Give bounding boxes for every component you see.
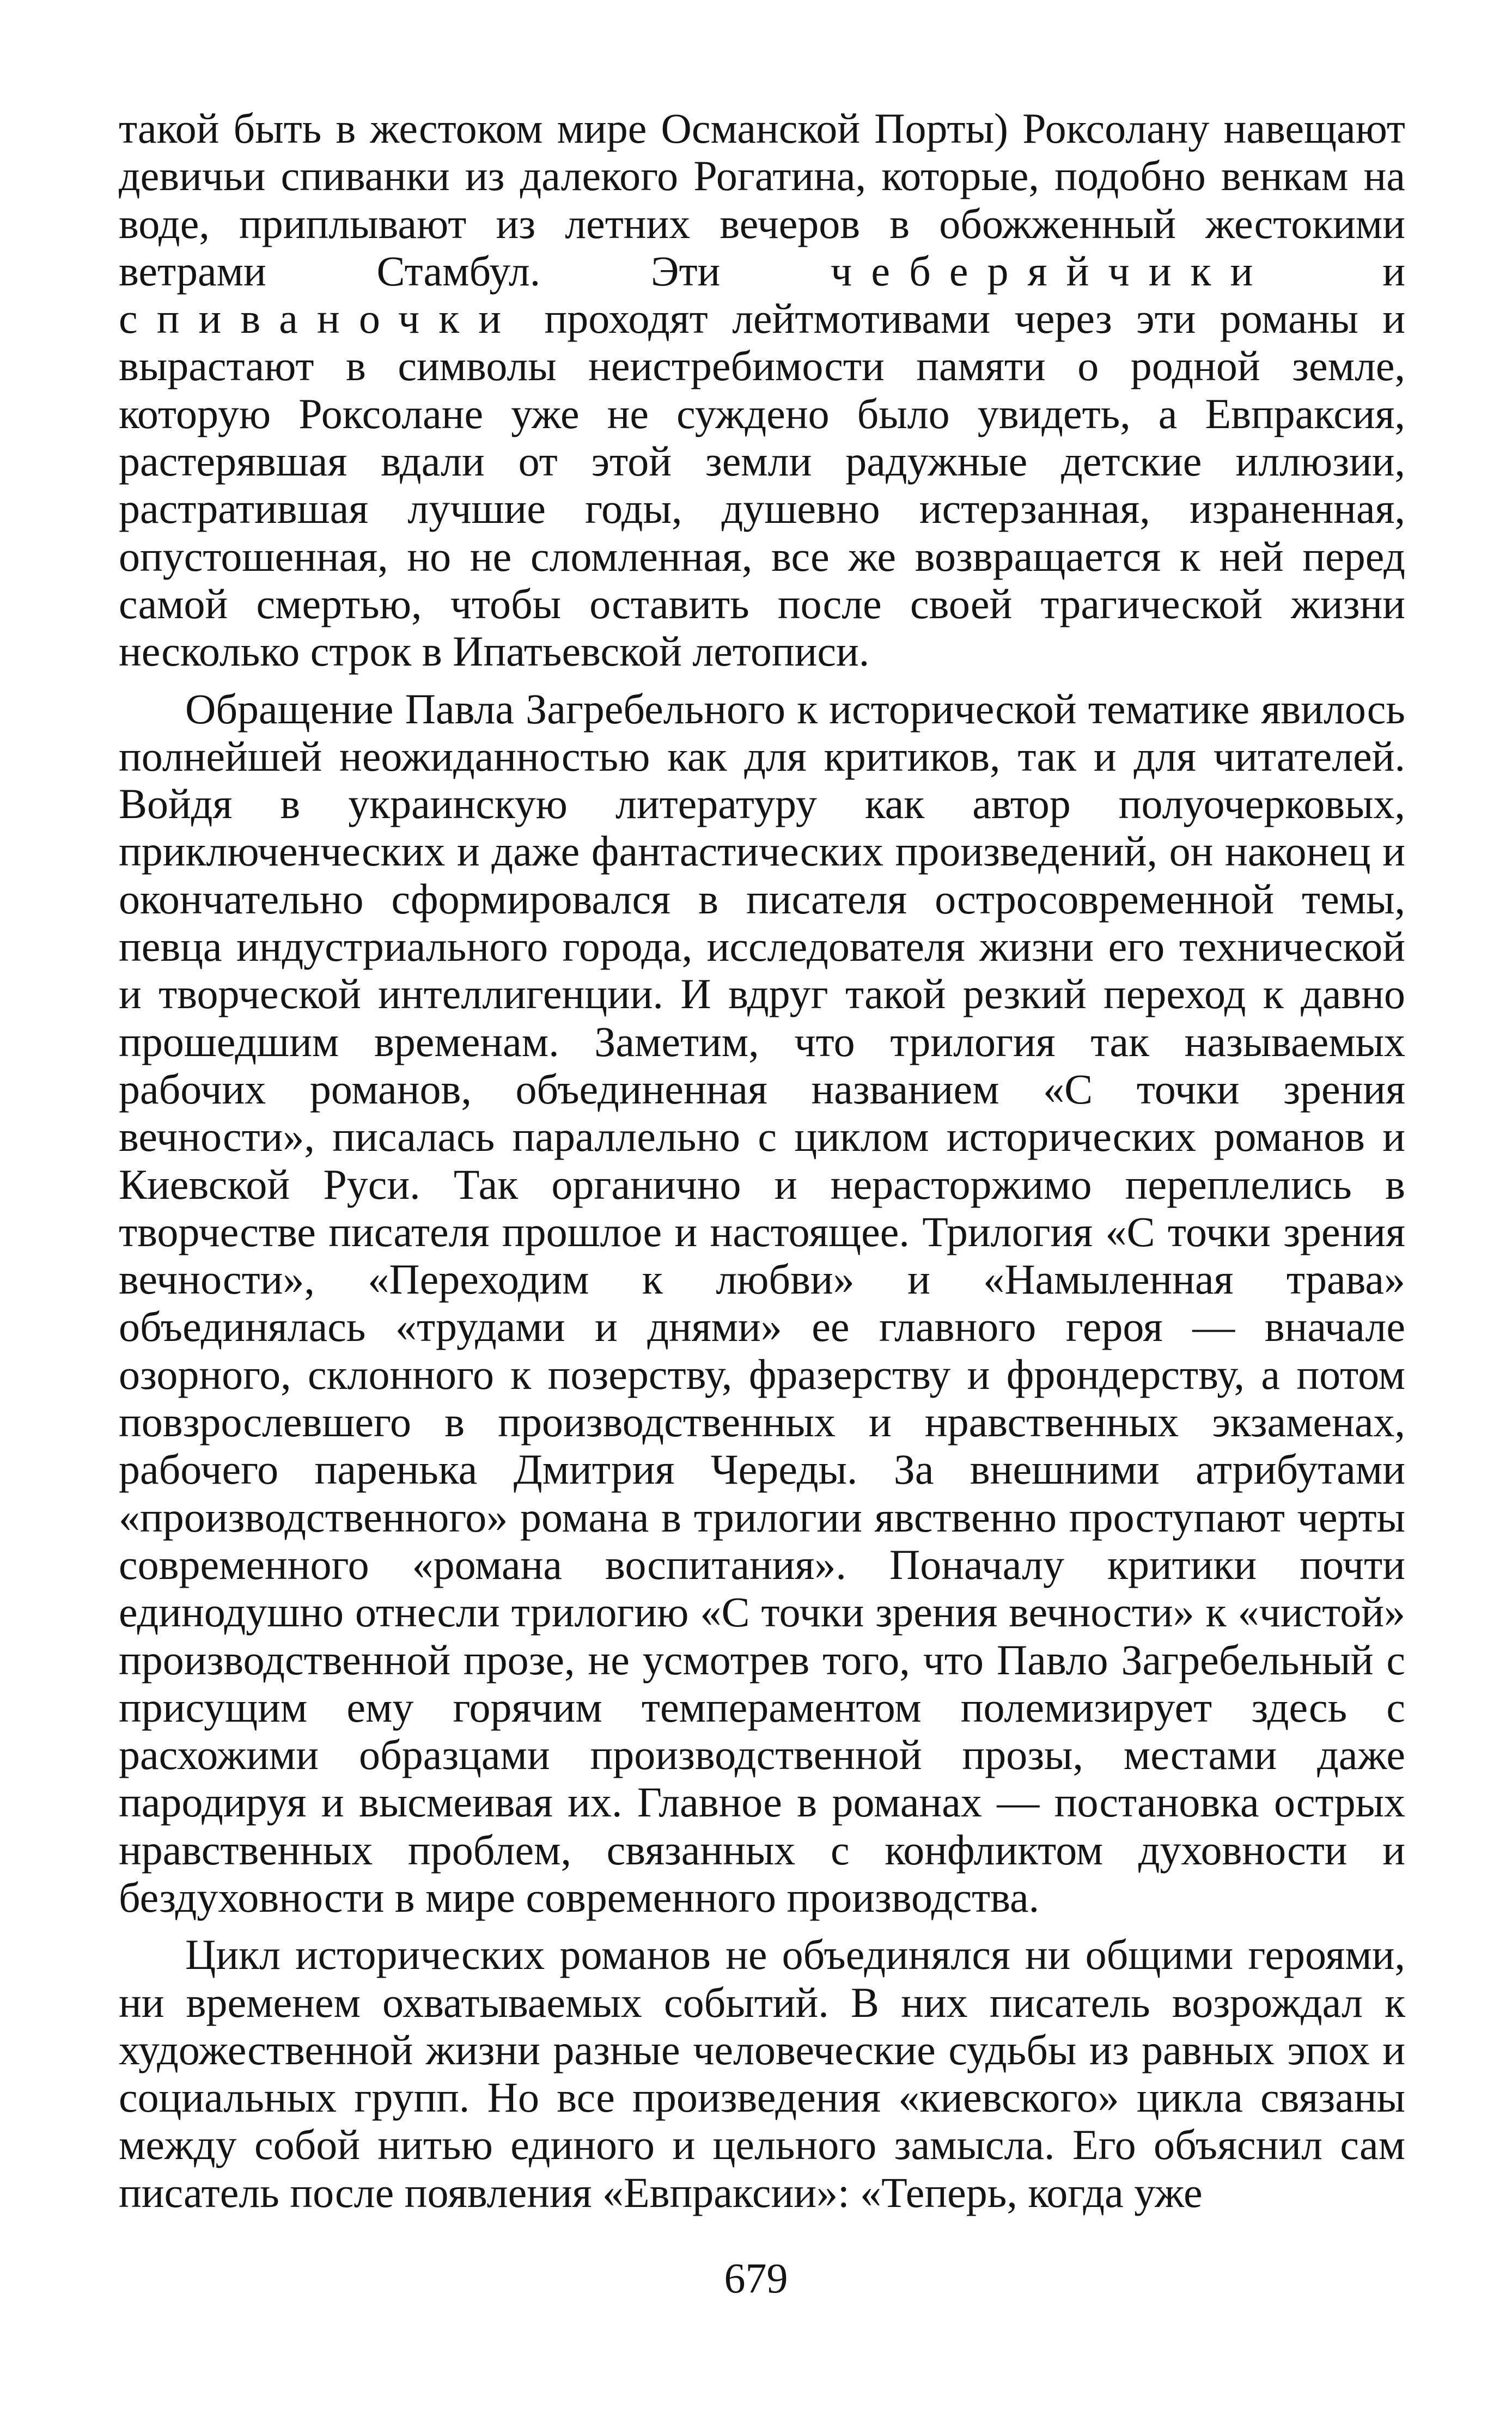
spaced-word-spivanochki: спиваночки [119,295,521,343]
paragraph-roxolana [119,105,1405,675]
spaced-word-cheberyaychiki: чеберяйчики [831,247,1272,295]
paragraph-historical-cycle: Цикл исторических романов не объединялся ни общими героями, ни временем охватываемых событий. В них писатель возрождал к художественной жизни разные человеческие судьбы из равных эпох и социальных групп. Но все произведения «киевского» цикла связаны между собой нитью единого и цельного замысла. Его объяснил сам писатель после появления «Евпраксии»: «Теперь, когда уже [119,1931,1405,2216]
paragraph-1-lead-text: такой быть в жестоком мире Османской Порты) Роксолану навещают девичьи спиванки из далекого Рогатина, которые, подобно венкам на воде, приплывают из летних вечеров в обожженный жестокими ветрами Стамбул. Эти [119,105,1405,295]
paragraph-1-conjunction: и [1272,247,1405,295]
body-text [119,105,1405,2216]
paragraph-zagrebelny-historical-theme: Обращение Павла Загребельного к исторической тематике явилось полнейшей неожиданностью как для критиков, так и для читателей. Войдя в украинскую литературу как автор полуочерковых, приключенческих и даже фантастических произведений, он наконец и окончательно сформировался в писателя остросовременной темы, певца индустриального города, исследователя жизни его технической и творческой интеллигенции. И вдруг такой резкий переход к давно прошедшим временам. Заметим, что трилогия так называемых рабочих романов, объединенная названием «С точки зрения вечности», писалась параллельно с циклом исторических романов и Киевской Руси. Так органично и нерасторжимо переплелись в творчестве писателя прошлое и настоящее. Трилогия «С точки зрения вечности», «Переходим к любви» и «Намыленная трава» объединялась «трудами и днями» ее главного героя — вначале озорного, склонного к позерству, фразерству и фрондерству, а потом повзрослевшего в производственных и нравственных экзаменах, рабочего паренька Дмитрия Череды. За внешними атрибутами «производственного» романа в трилогии явственно проступают черты современного «романа воспитания». Поначалу критики почти единодушно отнесли трилогию «С точки зрения вечности» к «чистой» производственной прозе, не усмотрев того, что Павло Загребельный с присущим ему горячим темпераментом полемизирует здесь с расхожими образцами производственной прозы, местами даже пародируя и высмеивая их. Главное в романах — постановка острых нравственных проблем, связанных с конфликтом духовности и бездуховности в мире современного производства. [119,685,1405,1921]
paragraph-1-tail-text: проходят лейтмотивами через эти романы и вырастают в символы неистребимости памяти о родной земле, которую Роксолане уже не суждено было увидеть, а Евпраксия, растерявшая вдали от этой земли радужные детские иллюзии, растратившая лучшие годы, душевно истерзанная, израненная, опустошенная, но не сломленная, все же возвращается к ней перед самой смертью, чтобы оставить после своей трагической жизни несколько строк в Ипатьевской летописи. [119,295,1405,675]
page-number: 679 [724,2254,788,2302]
